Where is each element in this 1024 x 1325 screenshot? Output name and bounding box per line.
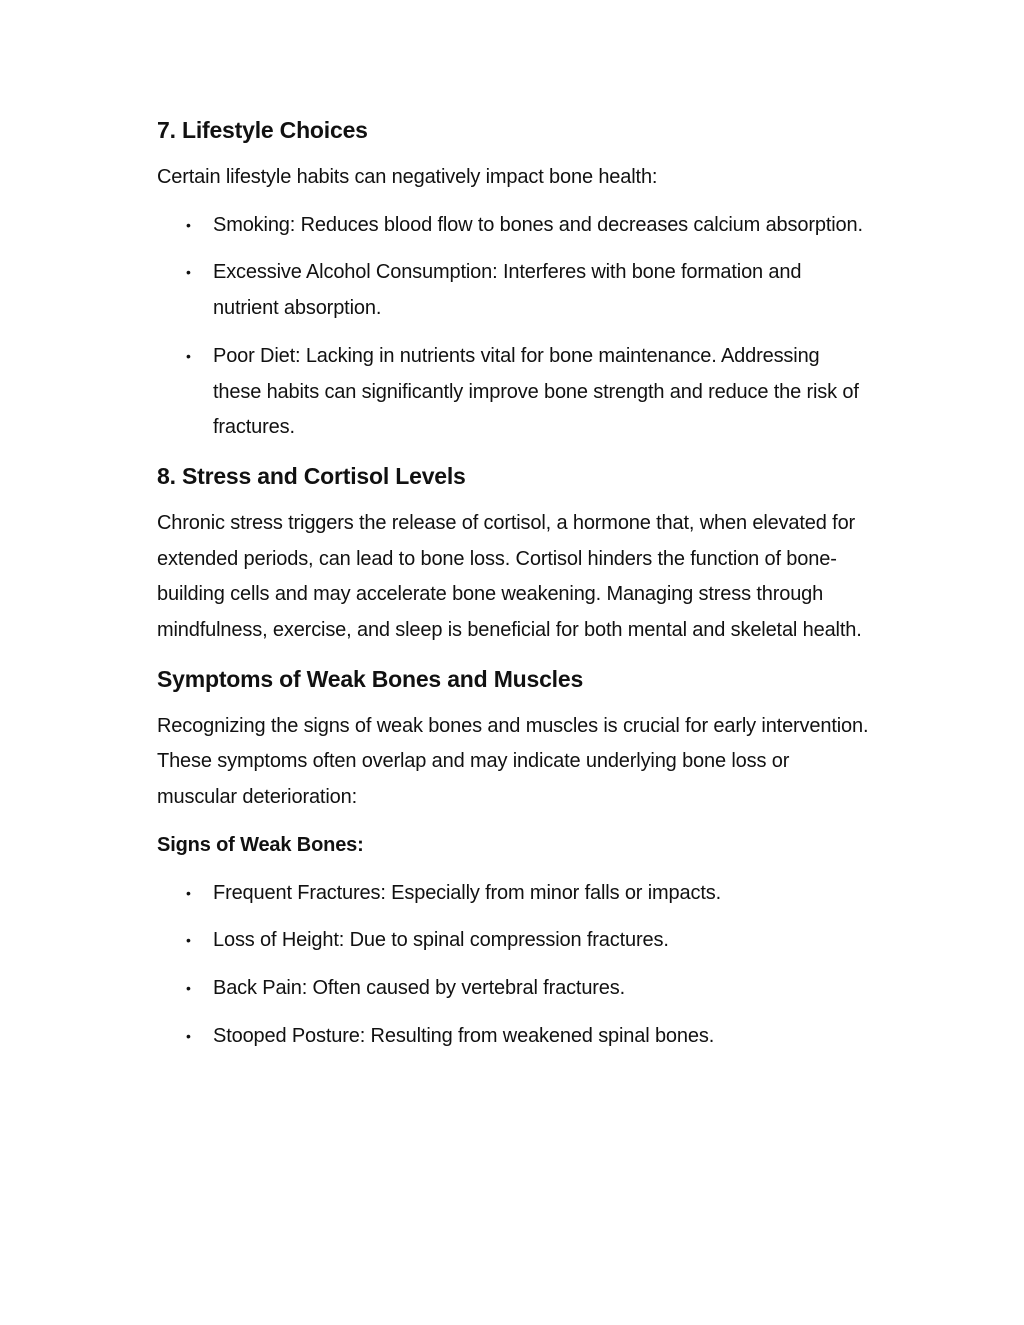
bullet-icon: •	[186, 1027, 191, 1044]
list-item	[157, 339, 869, 446]
section-body: Recognizing the signs of weak bones and muscles is crucial for early intervention. These symptoms often overlap and may indicate underlying bone loss or muscular deterioration:	[157, 714, 869, 809]
section-stress-cortisol	[157, 458, 869, 649]
subsection-heading: Signs of Weak Bones:	[157, 833, 364, 856]
list-item-text: Loss of Height: Due to spinal compression fractures.	[213, 929, 669, 952]
bullet-icon: •	[186, 264, 191, 281]
list-item-text: Frequent Fractures: Especially from minor falls or impacts.	[213, 881, 721, 904]
section-heading: Symptoms of Weak Bones and Muscles	[157, 665, 584, 692]
section-heading: 8. Stress and Cortisol Levels	[157, 462, 466, 489]
list-item-text: Smoking: Reduces blood flow to bones and decreases calcium absorption.	[213, 213, 863, 236]
list-item	[157, 876, 869, 912]
list-item-text: Back Pain: Often caused by vertebral fractures.	[213, 976, 626, 999]
section-symptoms	[157, 661, 869, 1055]
section-lifestyle-choices	[157, 112, 869, 446]
section-intro: Certain lifestyle habits can negatively impact bone health:	[157, 166, 658, 188]
list-item-text: Poor Diet: Lacking in nutrients vital for bone maintenance. Addressing these habits can significantly improve bone strength and reduce the risk of fractures.	[213, 344, 859, 439]
bullet-icon: •	[186, 884, 191, 901]
list-item	[157, 255, 869, 326]
bullet-icon: •	[186, 979, 191, 996]
list-item	[157, 971, 869, 1007]
section-heading: 7. Lifestyle Choices	[157, 117, 368, 143]
list-item	[157, 923, 869, 959]
bullet-list	[157, 208, 869, 446]
list-item	[157, 208, 869, 244]
bullet-icon: •	[186, 347, 191, 364]
list-item	[157, 1019, 869, 1055]
document-page	[157, 112, 869, 1066]
bullet-icon: •	[186, 216, 191, 233]
list-item-text: Excessive Alcohol Consumption: Interferes with bone formation and nutrient absorption.	[213, 261, 802, 320]
bullet-icon: •	[186, 932, 191, 949]
bullet-list	[157, 876, 869, 1055]
section-body: Chronic stress triggers the release of cortisol, a hormone that, when elevated for extended periods, can lead to bone loss. Cortisol hinders the function of bone-building cells and may accelerate bone weakening. Managing stress through mindfulness, exercise, and sleep is beneficial for both mental and skeletal health.	[157, 511, 862, 642]
list-item-text: Stooped Posture: Resulting from weakened spinal bones.	[213, 1024, 715, 1047]
